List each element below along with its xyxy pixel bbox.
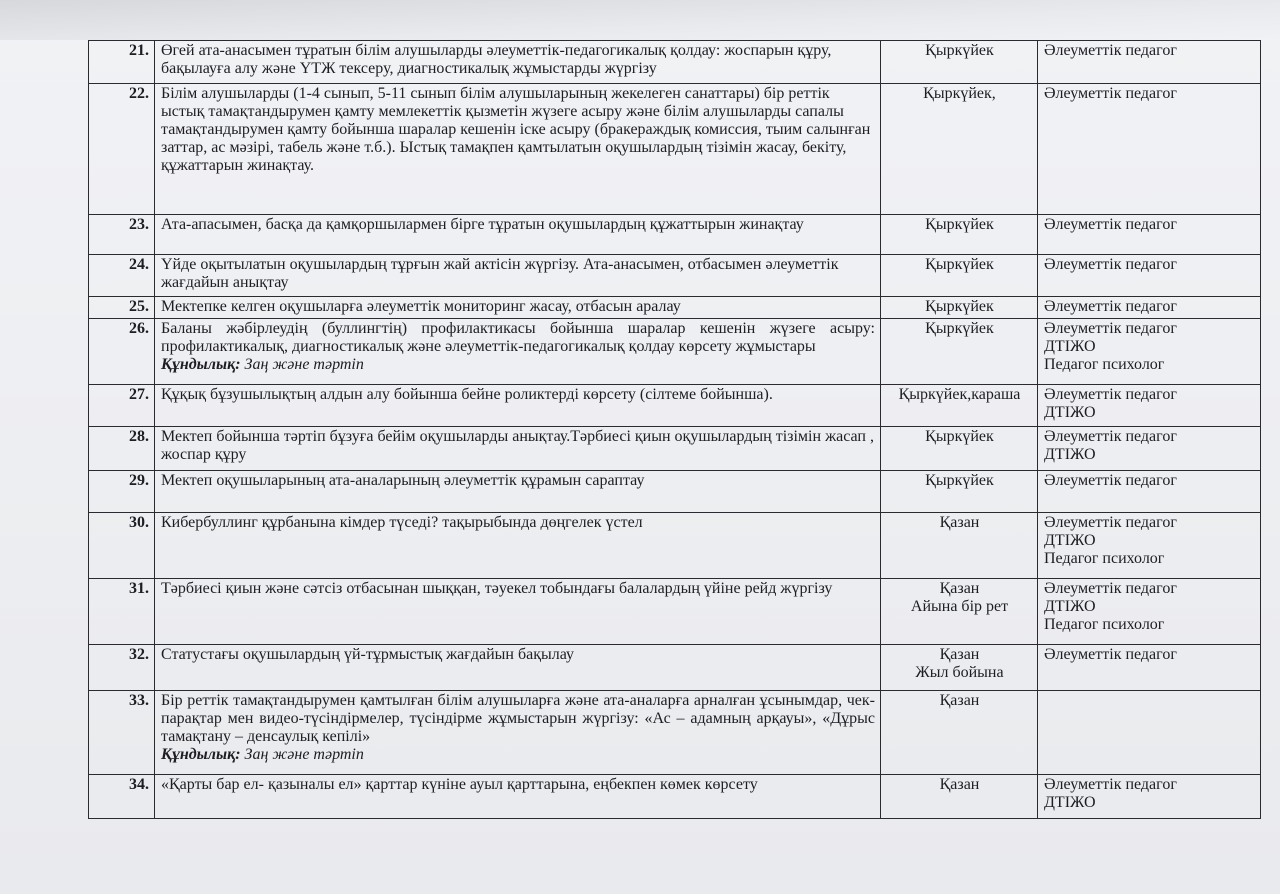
responsible-person: ДТІЖО: [1044, 404, 1096, 421]
row-number: 21.: [89, 41, 155, 84]
row-term: Қыркүйек: [881, 471, 1038, 513]
table-row: [89, 215, 1261, 255]
row-term: Қыркүйек,караша: [881, 385, 1038, 427]
row-term: [881, 579, 1038, 645]
row-responsible: [1038, 775, 1261, 819]
value-note: [161, 746, 875, 764]
description-text: Баланы жәбірлеудің (буллингтің) профилактикасы бойынша шаралар кешенін жүзеге асыру: профилактикалық, диагностикалық және әлеуметтік-педагогикалық қолдау көрсету жұмыстары: [161, 320, 875, 355]
row-description: Мектепке келген оқушыларға әлеуметтік мониторинг жасау, отбасын аралау: [155, 297, 881, 319]
row-responsible: [1038, 579, 1261, 645]
row-description: Өгей ата-анасымен тұратын білім алушыларды әлеуметтік-педагогикалық қолдау: жоспарын құру, бақылауға алу және ҮТЖ тексеру, диагностикалық жұмыстарды жүргізу: [155, 41, 881, 84]
row-number: 30.: [89, 513, 155, 579]
responsible-person: Әлеуметтік педагог: [1044, 514, 1177, 531]
responsible-person: Педагог психолог: [1044, 550, 1165, 567]
row-number: 34.: [89, 775, 155, 819]
row-term: Қазан: [881, 513, 1038, 579]
row-term: Қыркүйек: [881, 255, 1038, 297]
row-responsible: [1038, 319, 1261, 385]
table-row: [89, 645, 1261, 691]
table-row: [89, 255, 1261, 297]
row-number: 24.: [89, 255, 155, 297]
responsible-person: Әлеуметтік педагог: [1044, 776, 1177, 793]
row-responsible: [1038, 645, 1261, 691]
plan-table: [88, 40, 1261, 819]
row-description: «Қарты бар ел- қазыналы ел» қарттар күніне ауыл қарттарына, еңбекпен көмек көрсету: [155, 775, 881, 819]
row-number: 26.: [89, 319, 155, 385]
responsible-person: ДТІЖО: [1044, 598, 1096, 615]
description-text: Бір реттік тамақтандырумен қамтылған білім алушыларға және ата-аналарға арналған ұсынымдар, чек-парақтар мен видео-түсіндірмелер, түсіндірме жұмыстарын жүргізу: «Ас – адамның арқауы», «Дұрыс тамақтану – денсаулық кепілі»: [161, 692, 875, 745]
responsible-person: ДТІЖО: [1044, 532, 1096, 549]
row-term: Қыркүйек: [881, 297, 1038, 319]
row-responsible: [1038, 84, 1261, 215]
responsible-person: ДТІЖО: [1044, 446, 1096, 463]
row-responsible: [1038, 41, 1261, 84]
row-term: Қазан: [881, 775, 1038, 819]
row-description: Білім алушыларды (1-4 сынып, 5-11 сынып білім алушыларының жекелеген санаттары) бір реттік ыстық тамақтандырумен қамту мемлекеттік қызметін жүзеге асыру және білім алушыларды сапалы тамақтандырумен қамту бойынша шаралар кешенін іске асыру (бракераждық комиссия, тыим салынған заттар, ас мәзірі, табель және т.б.). Ыстық тамақпен қамтылатын оқушылардың тізімін жасау, бекіту, құжаттарын жинақтау.: [155, 84, 881, 215]
row-term: [881, 645, 1038, 691]
term-month: Қазан: [939, 580, 980, 597]
row-number: 28.: [89, 427, 155, 471]
responsible-person: Әлеуметтік педагог: [1044, 386, 1177, 403]
responsible-person: ДТІЖО: [1044, 338, 1096, 355]
row-term: Қыркүйек,: [881, 84, 1038, 215]
row-number: 31.: [89, 579, 155, 645]
row-responsible: [1038, 255, 1261, 297]
table-row: [89, 579, 1261, 645]
responsible-person: Әлеуметтік педагог: [1044, 256, 1177, 273]
row-description: Құқық бұзушылықтың алдын алу бойынша бейне роликтерді көрсету (сілтеме бойынша).: [155, 385, 881, 427]
table-row: [89, 691, 1261, 775]
responsible-person: Әлеуметтік педагог: [1044, 472, 1177, 489]
term-frequency: Айына бір рет: [910, 598, 1009, 615]
row-responsible: [1038, 297, 1261, 319]
row-description: Үйде оқытылатын оқушылардың тұрғын жай актісін жүргізу. Ата-анасымен, отбасымен әлеуметтік жағдайын анықтау: [155, 255, 881, 297]
responsible-person: Әлеуметтік педагог: [1044, 298, 1177, 315]
row-responsible: [1038, 691, 1261, 775]
row-term: Қыркүйек: [881, 215, 1038, 255]
responsible-person: Әлеуметтік педагог: [1044, 580, 1177, 597]
row-term: Қазан: [881, 691, 1038, 775]
table-row: [89, 513, 1261, 579]
responsible-person: Педагог психолог: [1044, 616, 1165, 633]
row-term: Қыркүйек: [881, 319, 1038, 385]
value-label: Құндылық:: [161, 356, 241, 373]
paper-top-shadow: [0, 0, 1280, 40]
value-text: Заң және тәртіп: [244, 356, 364, 373]
responsible-person: Әлеуметтік педагог: [1044, 216, 1177, 233]
row-description: [155, 691, 881, 775]
value-text: Заң және тәртіп: [244, 746, 364, 763]
table-row: [89, 775, 1261, 819]
row-number: 25.: [89, 297, 155, 319]
table-row: [89, 471, 1261, 513]
row-responsible: [1038, 427, 1261, 471]
row-responsible: [1038, 215, 1261, 255]
row-description: Статустағы оқушылардың үй-тұрмыстық жағдайын бақылау: [155, 645, 881, 691]
table-row: [89, 84, 1261, 215]
term-month: Қазан: [939, 646, 980, 663]
row-number: 22.: [89, 84, 155, 215]
table-row: [89, 427, 1261, 471]
table-row: [89, 41, 1261, 84]
row-number: 33.: [89, 691, 155, 775]
table-row: [89, 385, 1261, 427]
row-number: 27.: [89, 385, 155, 427]
value-label: Құндылық:: [161, 746, 241, 763]
responsible-person: Педагог психолог: [1044, 356, 1165, 373]
responsible-person: Әлеуметтік педагог: [1044, 428, 1177, 445]
table-row: [89, 319, 1261, 385]
row-number: 23.: [89, 215, 155, 255]
row-description: Тәрбиесі қиын және сәтсіз отбасынан шыққан, тәуекел тобындағы балалардың үйіне рейд жүргізу: [155, 579, 881, 645]
row-description: Мектеп оқушыларының ата-аналарының әлеуметтік құрамын сараптау: [155, 471, 881, 513]
row-responsible: [1038, 385, 1261, 427]
row-term: Қыркүйек: [881, 41, 1038, 84]
row-number: 29.: [89, 471, 155, 513]
row-description: Мектеп бойынша тәртіп бұзуға бейім оқушыларды анықтау.Тәрбиесі қиын оқушылардың тізімін жасап , жоспар құру: [155, 427, 881, 471]
row-description: Кибербуллинг құрбанына кімдер түседі? тақырыбында дөңгелек үстел: [155, 513, 881, 579]
row-responsible: [1038, 471, 1261, 513]
responsible-person: Әлеуметтік педагог: [1044, 85, 1177, 102]
responsible-person: ДТІЖО: [1044, 794, 1096, 811]
responsible-person: Әлеуметтік педагог: [1044, 646, 1177, 663]
row-number: 32.: [89, 645, 155, 691]
table-row: [89, 297, 1261, 319]
row-term: Қыркүйек: [881, 427, 1038, 471]
term-frequency: Жыл бойына: [915, 664, 1004, 681]
value-note: [161, 356, 875, 374]
responsible-person: Әлеуметтік педагог: [1044, 42, 1177, 59]
row-description: Ата-апасымен, басқа да қамқоршылармен бірге тұратын оқушылардың құжаттырын жинақтау: [155, 215, 881, 255]
row-description: [155, 319, 881, 385]
responsible-person: Әлеуметтік педагог: [1044, 320, 1177, 337]
row-responsible: [1038, 513, 1261, 579]
